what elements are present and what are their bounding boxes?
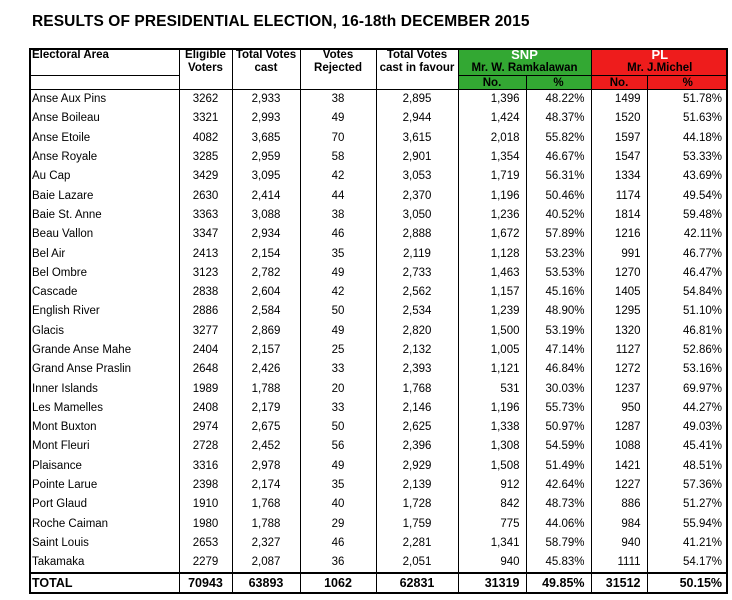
cell-rejected: 20	[300, 379, 376, 398]
cell-area: Inner Islands	[32, 382, 98, 395]
cell-total-cast: 3,685	[232, 129, 300, 148]
cell-snp-pct: 42.64%	[526, 476, 591, 495]
cell-total-cast: 2,869	[232, 322, 300, 341]
cell-snp-pct: 53.53%	[526, 264, 591, 283]
cell-cast-in-favour: 3,050	[376, 206, 458, 225]
cell-total-cast: 2,157	[232, 341, 300, 360]
cell-cast-in-favour: 1,759	[376, 515, 458, 534]
cell-eligible: 3316	[179, 457, 232, 476]
cell-rejected: 33	[300, 360, 376, 379]
total-eligible: 70943	[179, 573, 232, 592]
cell-area: Mont Fleuri	[32, 440, 90, 453]
cell-pl-pct: 52.86%	[647, 341, 728, 360]
cell-snp-pct: 30.03%	[526, 379, 591, 398]
cell-pl-pct: 48.51%	[647, 457, 728, 476]
cell-pl-no: 991	[591, 244, 647, 263]
cell-area: Grande Anse Mahe	[32, 344, 132, 356]
cell-cast-in-favour: 2,534	[376, 302, 458, 321]
cell-rejected: 46	[300, 534, 376, 553]
cell-eligible: 3321	[179, 109, 232, 128]
pl-candidate: Mr. J.Michel	[591, 62, 728, 76]
cell-pl-pct: 69.97%	[647, 379, 728, 398]
cell-pl-no: 1334	[591, 167, 647, 186]
total-pl-no: 31512	[591, 573, 647, 592]
cell-eligible: 2728	[179, 437, 232, 456]
cell-snp-no: 940	[458, 553, 526, 573]
cell-rejected: 49	[300, 457, 376, 476]
cell-pl-no: 1088	[591, 437, 647, 456]
cell-cast-in-favour: 2,370	[376, 186, 458, 205]
cell-pl-no: 1270	[591, 264, 647, 283]
cell-pl-pct: 42.11%	[647, 225, 728, 244]
cell-total-cast: 1,788	[232, 515, 300, 534]
cell-snp-pct: 53.23%	[526, 244, 591, 263]
cell-pl-no: 940	[591, 534, 647, 553]
cell-cast-in-favour: 2,901	[376, 148, 458, 167]
cell-rejected: 46	[300, 225, 376, 244]
cell-rejected: 29	[300, 515, 376, 534]
cell-area: Port Glaud	[32, 498, 87, 511]
cell-pl-pct: 53.16%	[647, 360, 728, 379]
cell-pl-no: 1237	[591, 379, 647, 398]
cell-area: Mont Buxton	[32, 421, 97, 434]
cell-pl-no: 1547	[591, 148, 647, 167]
cell-cast-in-favour: 2,625	[376, 418, 458, 437]
cell-cast-in-favour: 2,051	[376, 553, 458, 573]
cell-pl-no: 950	[591, 399, 647, 418]
cell-eligible: 3277	[179, 322, 232, 341]
cell-eligible: 3363	[179, 206, 232, 225]
cell-snp-no: 531	[458, 379, 526, 398]
cell-snp-no: 1,719	[458, 167, 526, 186]
cell-cast-in-favour: 2,396	[376, 437, 458, 456]
cell-snp-no: 1,424	[458, 109, 526, 128]
cell-snp-pct: 53.19%	[526, 322, 591, 341]
cell-area: Pointe Larue	[32, 479, 98, 492]
cell-rejected: 36	[300, 553, 376, 573]
cell-snp-no: 1,128	[458, 244, 526, 263]
cell-eligible: 1910	[179, 495, 232, 514]
cell-pl-no: 1227	[591, 476, 647, 495]
cell-total-cast: 2,993	[232, 109, 300, 128]
cell-rejected: 58	[300, 148, 376, 167]
cell-cast-in-favour: 3,615	[376, 129, 458, 148]
cell-pl-pct: 44.18%	[647, 129, 728, 148]
cell-pl-no: 1216	[591, 225, 647, 244]
cell-rejected: 42	[300, 167, 376, 186]
cell-area: Anse Boileau	[32, 112, 100, 125]
cell-rejected: 70	[300, 129, 376, 148]
cell-area: Takamaka	[32, 556, 85, 569]
cell-rejected: 25	[300, 341, 376, 360]
cell-pl-no: 1405	[591, 283, 647, 302]
cell-eligible: 2886	[179, 302, 232, 321]
cell-rejected: 35	[300, 244, 376, 263]
cell-snp-no: 1,508	[458, 457, 526, 476]
page-title: RESULTS OF PRESIDENTIAL ELECTION, 16-18th DECEMBER 2015	[32, 13, 530, 30]
total-snp-no: 31319	[458, 573, 526, 592]
pl-no-header: No.	[591, 76, 647, 90]
header-total-votes: Total Votes	[232, 48, 300, 62]
cell-pl-pct: 46.81%	[647, 322, 728, 341]
snp-pct-header: %	[526, 76, 591, 90]
cell-snp-no: 1,236	[458, 206, 526, 225]
cell-pl-pct: 55.94%	[647, 515, 728, 534]
cell-area: Au Cap	[32, 170, 71, 183]
cell-pl-no: 1295	[591, 302, 647, 321]
cell-snp-no: 842	[458, 495, 526, 514]
cell-snp-pct: 51.49%	[526, 457, 591, 476]
cell-eligible: 3429	[179, 167, 232, 186]
cell-rejected: 38	[300, 206, 376, 225]
cell-snp-no: 1,196	[458, 186, 526, 205]
cell-snp-pct: 48.73%	[526, 495, 591, 514]
cell-area: Saint Louis	[32, 536, 89, 549]
cell-total-cast: 2,414	[232, 186, 300, 205]
total-pl-pct: 50.15%	[647, 573, 728, 592]
cell-snp-no: 1,354	[458, 148, 526, 167]
cell-total-cast: 1,768	[232, 495, 300, 514]
cell-snp-pct: 55.82%	[526, 129, 591, 148]
cell-cast-in-favour: 2,562	[376, 283, 458, 302]
cell-rejected: 56	[300, 437, 376, 456]
cell-pl-pct: 51.10%	[647, 302, 728, 321]
cell-cast-in-favour: 1,728	[376, 495, 458, 514]
cell-area: Beau Vallon	[32, 228, 94, 241]
cell-pl-pct: 53.33%	[647, 148, 728, 167]
cell-snp-pct: 48.90%	[526, 302, 591, 321]
cell-pl-no: 1499	[591, 90, 647, 110]
cell-snp-no: 1,239	[458, 302, 526, 321]
cell-eligible: 2630	[179, 186, 232, 205]
cell-pl-pct: 49.03%	[647, 418, 728, 437]
cell-area: Les Mamelles	[32, 401, 103, 414]
total-label: TOTAL	[29, 573, 179, 592]
cell-cast-in-favour: 1,768	[376, 379, 458, 398]
cell-pl-pct: 44.27%	[647, 399, 728, 418]
cell-pl-no: 984	[591, 515, 647, 534]
cell-snp-pct: 40.52%	[526, 206, 591, 225]
cell-cast-in-favour: 2,733	[376, 264, 458, 283]
cell-pl-pct: 43.69%	[647, 167, 728, 186]
header-cast-in-favour-2: cast in favour	[376, 62, 458, 76]
cell-pl-pct: 51.78%	[647, 90, 728, 110]
cell-area: Anse Aux Pins	[32, 93, 107, 106]
cell-pl-no: 1320	[591, 322, 647, 341]
cell-snp-pct: 57.89%	[526, 225, 591, 244]
total-favour: 62831	[376, 573, 458, 592]
cell-snp-pct: 50.97%	[526, 418, 591, 437]
cell-pl-no: 1127	[591, 341, 647, 360]
cell-snp-pct: 48.22%	[526, 90, 591, 110]
total-snp-pct: 49.85%	[526, 573, 591, 592]
cell-snp-pct: 50.46%	[526, 186, 591, 205]
cell-eligible: 1980	[179, 515, 232, 534]
cell-total-cast: 2,426	[232, 360, 300, 379]
total-cast: 63893	[232, 573, 300, 592]
cell-eligible: 2838	[179, 283, 232, 302]
cell-snp-no: 2,018	[458, 129, 526, 148]
cell-rejected: 49	[300, 109, 376, 128]
header-votes-rejected-2: Rejected	[300, 62, 376, 76]
cell-snp-pct: 44.06%	[526, 515, 591, 534]
cell-eligible: 2408	[179, 399, 232, 418]
cell-total-cast: 2,604	[232, 283, 300, 302]
cell-pl-pct: 46.77%	[647, 244, 728, 263]
cell-area: English River	[32, 305, 100, 318]
cell-eligible: 2398	[179, 476, 232, 495]
cell-area: Baie St. Anne	[32, 208, 102, 221]
cell-eligible: 3347	[179, 225, 232, 244]
cell-pl-no: 1597	[591, 129, 647, 148]
total-rejected: 1062	[300, 573, 376, 592]
cell-cast-in-favour: 2,895	[376, 90, 458, 110]
cell-total-cast: 2,934	[232, 225, 300, 244]
cell-snp-no: 1,500	[458, 322, 526, 341]
cell-eligible: 2648	[179, 360, 232, 379]
cell-total-cast: 2,782	[232, 264, 300, 283]
cell-rejected: 42	[300, 283, 376, 302]
cell-pl-pct: 41.21%	[647, 534, 728, 553]
cell-cast-in-favour: 2,929	[376, 457, 458, 476]
cell-eligible: 2974	[179, 418, 232, 437]
cell-total-cast: 2,087	[232, 553, 300, 573]
cell-total-cast: 1,788	[232, 379, 300, 398]
snp-no-header: No.	[458, 76, 526, 90]
cell-area: Anse Etoile	[32, 131, 91, 144]
cell-snp-no: 1,341	[458, 534, 526, 553]
cell-total-cast: 2,584	[232, 302, 300, 321]
cell-area: Bel Air	[32, 247, 66, 260]
cell-total-cast: 2,154	[232, 244, 300, 263]
cell-pl-pct: 51.63%	[647, 109, 728, 128]
cell-eligible: 4082	[179, 129, 232, 148]
cell-cast-in-favour: 2,281	[376, 534, 458, 553]
cell-eligible: 2404	[179, 341, 232, 360]
cell-snp-no: 912	[458, 476, 526, 495]
cell-cast-in-favour: 2,132	[376, 341, 458, 360]
cell-cast-in-favour: 2,146	[376, 399, 458, 418]
cell-area: Anse Royale	[32, 151, 98, 164]
cell-cast-in-favour: 2,119	[376, 244, 458, 263]
snp-candidate: Mr. W. Ramkalawan	[458, 62, 591, 76]
table-frame	[29, 48, 728, 594]
cell-area: Baie Lazare	[32, 189, 94, 202]
cell-pl-no: 1111	[591, 553, 647, 573]
pl-pct-header: %	[647, 76, 728, 90]
cell-snp-pct: 55.73%	[526, 399, 591, 418]
cell-eligible: 2279	[179, 553, 232, 573]
cell-area: Grand Anse Praslin	[32, 363, 132, 376]
cell-snp-no: 775	[458, 515, 526, 534]
cell-cast-in-favour: 2,888	[376, 225, 458, 244]
cell-rejected: 35	[300, 476, 376, 495]
cell-snp-pct: 58.79%	[526, 534, 591, 553]
cell-total-cast: 2,978	[232, 457, 300, 476]
cell-area: Bel Ombre	[32, 266, 87, 279]
cell-snp-pct: 47.14%	[526, 341, 591, 360]
cell-pl-pct: 54.84%	[647, 283, 728, 302]
cell-pl-pct: 45.41%	[647, 437, 728, 456]
header-eligible-2: Voters	[179, 62, 232, 76]
cell-cast-in-favour: 2,944	[376, 109, 458, 128]
cell-pl-no: 1421	[591, 457, 647, 476]
cell-snp-no: 1,308	[458, 437, 526, 456]
cell-snp-no: 1,672	[458, 225, 526, 244]
cell-pl-pct: 49.54%	[647, 186, 728, 205]
cell-cast-in-favour: 2,393	[376, 360, 458, 379]
snp-party-label: SNP	[458, 48, 591, 62]
cell-snp-pct: 46.84%	[526, 360, 591, 379]
cell-snp-no: 1,157	[458, 283, 526, 302]
cell-snp-pct: 48.37%	[526, 109, 591, 128]
cell-snp-pct: 46.67%	[526, 148, 591, 167]
cell-area: Plaisance	[32, 459, 82, 472]
cell-pl-no: 1520	[591, 109, 647, 128]
cell-rejected: 38	[300, 90, 376, 110]
cell-snp-no: 1,463	[458, 264, 526, 283]
cell-total-cast: 2,959	[232, 148, 300, 167]
cell-eligible: 2413	[179, 244, 232, 263]
cell-total-cast: 2,327	[232, 534, 300, 553]
cell-total-cast: 3,095	[232, 167, 300, 186]
cell-pl-no: 1174	[591, 186, 647, 205]
cell-pl-no: 1814	[591, 206, 647, 225]
cell-rejected: 49	[300, 264, 376, 283]
cell-pl-no: 886	[591, 495, 647, 514]
cell-total-cast: 2,933	[232, 90, 300, 110]
cell-total-cast: 2,675	[232, 418, 300, 437]
cell-area: Cascade	[32, 286, 78, 299]
cell-snp-pct: 45.16%	[526, 283, 591, 302]
cell-total-cast: 2,452	[232, 437, 300, 456]
cell-rejected: 33	[300, 399, 376, 418]
cell-snp-pct: 56.31%	[526, 167, 591, 186]
cell-cast-in-favour: 2,820	[376, 322, 458, 341]
header-cast-in-favour: Total Votes	[376, 48, 458, 62]
header-votes-rejected: Votes	[300, 48, 376, 62]
cell-snp-pct: 54.59%	[526, 437, 591, 456]
cell-eligible: 1989	[179, 379, 232, 398]
cell-snp-no: 1,121	[458, 360, 526, 379]
cell-pl-pct: 54.17%	[647, 553, 728, 573]
cell-snp-no: 1,338	[458, 418, 526, 437]
pl-party-label: PL	[591, 48, 728, 62]
cell-eligible: 2653	[179, 534, 232, 553]
cell-eligible: 3123	[179, 264, 232, 283]
cell-cast-in-favour: 3,053	[376, 167, 458, 186]
cell-snp-no: 1,396	[458, 90, 526, 110]
header-eligible: Eligible	[179, 48, 232, 62]
cell-cast-in-favour: 2,139	[376, 476, 458, 495]
cell-eligible: 3262	[179, 90, 232, 110]
cell-pl-pct: 59.48%	[647, 206, 728, 225]
cell-snp-pct: 45.83%	[526, 553, 591, 573]
cell-pl-pct: 57.36%	[647, 476, 728, 495]
header-area: Electoral Area	[32, 49, 109, 61]
cell-rejected: 49	[300, 322, 376, 341]
cell-area: Glacis	[32, 324, 64, 337]
cell-eligible: 3285	[179, 148, 232, 167]
cell-pl-pct: 46.47%	[647, 264, 728, 283]
cell-rejected: 50	[300, 418, 376, 437]
cell-area: Roche Caiman	[32, 517, 109, 530]
cell-total-cast: 3,088	[232, 206, 300, 225]
cell-rejected: 50	[300, 302, 376, 321]
cell-pl-pct: 51.27%	[647, 495, 728, 514]
cell-pl-no: 1287	[591, 418, 647, 437]
cell-total-cast: 2,174	[232, 476, 300, 495]
cell-pl-no: 1272	[591, 360, 647, 379]
cell-snp-no: 1,196	[458, 399, 526, 418]
cell-rejected: 44	[300, 186, 376, 205]
cell-total-cast: 2,179	[232, 399, 300, 418]
cell-snp-no: 1,005	[458, 341, 526, 360]
header-total-votes-2: cast	[232, 62, 300, 76]
cell-rejected: 40	[300, 495, 376, 514]
